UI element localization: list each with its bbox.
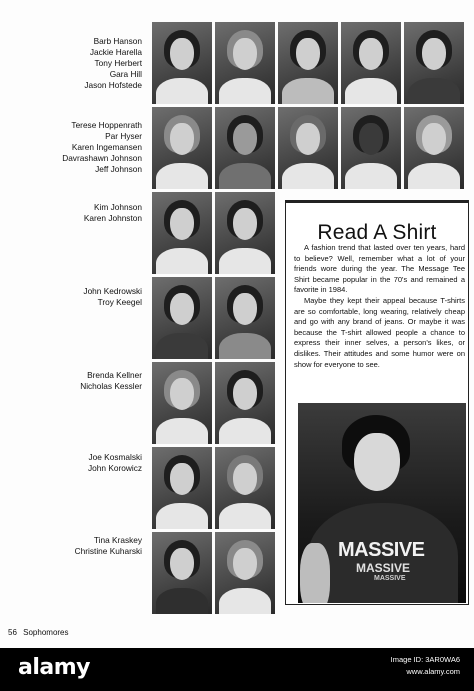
student-name: Par Hyser — [105, 131, 142, 141]
name-caption-group-3 — [8, 202, 142, 224]
tshirt-student-photo — [298, 403, 466, 603]
name-caption-group-7 — [8, 535, 142, 557]
student-name: John Korowicz — [88, 463, 142, 473]
name-caption-group-5 — [8, 370, 142, 392]
student-portrait — [215, 192, 275, 274]
student-portrait — [152, 447, 212, 529]
student-name: Terese Hoppenrath — [71, 120, 142, 130]
student-portrait — [152, 22, 212, 104]
name-caption-group-4 — [8, 286, 142, 308]
name-caption-group-1 — [8, 36, 142, 91]
student-name: Karen Johnston — [83, 213, 142, 223]
student-portrait — [404, 22, 464, 104]
student-name: Jason Hofstede — [84, 80, 142, 90]
student-portrait — [278, 22, 338, 104]
student-portrait — [278, 107, 338, 189]
name-caption-group-2 — [8, 120, 142, 175]
student-name: Christine Kuharski — [74, 546, 142, 556]
student-name: Joe Kosmalski — [88, 452, 142, 462]
page-number: 56 — [8, 628, 17, 637]
shirt-print-text: MASSIVE — [356, 561, 411, 575]
student-name: Barb Hanson — [93, 36, 142, 46]
student-name: Nicholas Kessler — [80, 381, 142, 391]
student-portrait — [341, 107, 401, 189]
student-name: Jackie Harella — [89, 47, 142, 57]
student-portrait — [341, 22, 401, 104]
student-portrait — [152, 192, 212, 274]
student-portrait — [152, 107, 212, 189]
student-name: Troy Keegel — [97, 297, 142, 307]
student-portrait — [215, 362, 275, 444]
shirt-print-text: MASSIVE — [374, 575, 406, 582]
stock-watermark-bar — [0, 648, 474, 691]
student-portrait — [152, 532, 212, 614]
section-name: Sophomores — [23, 628, 69, 637]
student-portrait — [215, 532, 275, 614]
student-name: Kim Johnson — [94, 202, 142, 212]
article-paragraph: A fashion trend that lasted over ten years, hard to believe? Well, remember what a lot of your friends wore during the year. The Message Tee Shirt became popular in the 70's and remained a favorite in 1984. — [294, 243, 465, 295]
student-portrait — [215, 447, 275, 529]
student-name: Jeff Johnson — [95, 164, 142, 174]
image-id: Image ID: 3AR0WA6 — [390, 655, 460, 664]
student-portrait — [215, 22, 275, 104]
student-portrait — [152, 277, 212, 359]
name-caption-group-6 — [8, 452, 142, 474]
student-portrait — [215, 277, 275, 359]
student-portrait — [152, 362, 212, 444]
shirt-print-text: MASSIVE — [338, 539, 425, 561]
student-portrait — [404, 107, 464, 189]
student-portrait — [215, 107, 275, 189]
article-title: Read A Shirt — [317, 221, 437, 244]
student-name: Tina Kraskey — [93, 535, 142, 545]
student-name: John Kedrowski — [83, 286, 142, 296]
article-top-rule — [286, 201, 468, 203]
student-name: Brenda Kellner — [87, 370, 142, 380]
student-name: Gara Hill — [109, 69, 142, 79]
stock-image-info — [391, 654, 460, 678]
article-paragraph: Maybe they kept their appeal because T-shirts are so comfortable, long wearing, relatively cheap and go with any brand of jeans. Or maybe it was because the T-shirt allowed people a chance to express their inner selves, a person's likes, or dislikes. Their attitudes and some humor were on show for everyone to see. — [294, 295, 465, 369]
student-name: Davrashawn Johnson — [62, 153, 142, 163]
student-name: Tony Herbert — [94, 58, 142, 68]
stock-site: www.alamy.com — [406, 667, 460, 676]
alamy-logo: alamy — [18, 655, 90, 680]
article-body — [294, 243, 465, 370]
page-footer — [8, 628, 69, 637]
student-name: Karen Ingemansen — [71, 142, 142, 152]
